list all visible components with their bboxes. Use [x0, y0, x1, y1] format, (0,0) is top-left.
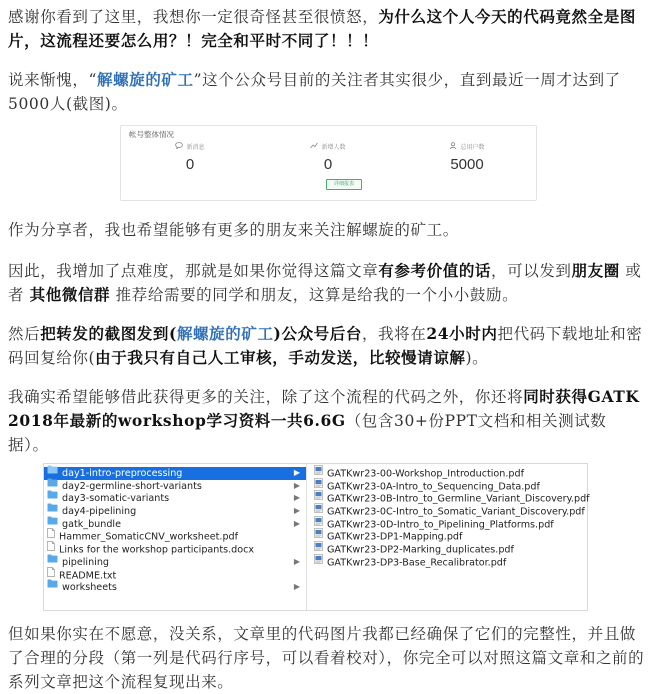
item-label: day4-pipelining	[62, 505, 137, 517]
folder-icon	[47, 478, 58, 492]
pdf-file-item[interactable]	[308, 518, 587, 531]
stat-value: 0	[185, 156, 195, 173]
text: 但如果你实在不愿意，没关系，文章里的代码图片我都已经确保了它们的完整性，并且做了合理的分段（第一列是代码行序号，可以看着校对），你完全可以对照这篇文章和之前的系列文章把这个流程复现出来。	[8, 625, 645, 691]
bold-text: 24小时内	[426, 324, 498, 343]
paragraph-instructions	[8, 322, 646, 370]
item-label: README.txt	[59, 569, 117, 581]
stat-new-users	[259, 142, 397, 173]
item-label: GATKwr23-0B-Intro_to_Germline_Variant_Discovery.pdf	[327, 493, 590, 505]
folder-icon	[47, 554, 58, 568]
trend-line-icon	[310, 142, 318, 153]
folder-icon	[47, 516, 58, 530]
text: 我确实希望能够借此获得更多的关注，除了这个流程的代码之外，你还将	[8, 388, 524, 406]
chevron-right-icon: ▶	[293, 582, 300, 592]
text: 推荐给需要的同学和朋友，这算是给我的一个小小鼓励。	[110, 286, 519, 304]
bold-text: 为什么这个人今天的代码竟然全是图片，这流程还要怎么用？！完全和平时不同了！！！	[8, 7, 636, 50]
text: 然后	[8, 325, 41, 343]
pdf-file-item[interactable]	[308, 492, 590, 505]
folder-item[interactable]	[44, 467, 306, 480]
bold-text: 朋友圈	[571, 261, 620, 280]
text: 感谢你看到了这里，我想你一定很奇怪甚至很愤怒，	[8, 8, 379, 26]
account-name-link[interactable]: 解螺旋的矿工	[176, 324, 274, 343]
folder-icon	[47, 490, 58, 504]
account-stats-card	[120, 125, 537, 201]
pdf-file-item[interactable]	[308, 530, 587, 543]
pdf-file-item[interactable]	[308, 480, 587, 493]
paragraph-share	[8, 259, 646, 307]
folder-item[interactable]	[44, 492, 306, 505]
item-label: day2-germline-short-variants	[62, 480, 202, 492]
folder-icon	[47, 503, 58, 517]
bold-text: 其他微信群	[29, 285, 111, 304]
stat-new-messages	[121, 142, 259, 173]
folder-item[interactable]	[44, 480, 306, 493]
folder-item[interactable]	[44, 505, 306, 518]
text: ”这个公众号目前的关注者其实很少，直到最近一周才达到了5000人(截图)。	[8, 71, 621, 113]
bold-text: 有参考价值的话	[378, 261, 492, 280]
text: 作为分享者，我也希望能够有更多的朋友来关注解螺旋的矿工。	[8, 221, 459, 239]
file-item[interactable]	[44, 569, 306, 582]
item-label: Links for the workshop participants.docx	[59, 544, 255, 556]
folder-column	[44, 467, 306, 594]
chevron-right-icon: ▶	[293, 493, 300, 503]
item-label: GATKwr23-0C-Intro_to_Somatic_Variant_Discovery.pdf	[327, 506, 585, 518]
detail-report-button[interactable]: 详细报表	[326, 179, 362, 190]
account-name-link[interactable]: 解螺旋的矿工	[97, 70, 194, 89]
bold-text: 把转发的截图发到(	[40, 324, 177, 343]
file-column	[308, 467, 590, 569]
paragraph-intro	[8, 5, 646, 53]
text: 把代码下载地址和密码回复给你(	[8, 325, 643, 367]
pdf-file-item[interactable]	[308, 556, 587, 569]
chevron-right-icon: ▶	[293, 468, 300, 477]
pdf-file-item[interactable]	[308, 467, 587, 480]
text: 或者	[8, 262, 642, 304]
chat-bubble-icon	[175, 142, 183, 153]
user-icon	[449, 142, 457, 153]
item-label: worksheets	[62, 582, 117, 594]
item-label: day3-somatic-variants	[62, 493, 170, 505]
item-label: GATKwr23-DP2-Marking_duplicates.pdf	[327, 544, 514, 556]
text: ，我将在	[361, 325, 427, 343]
item-label: day1-intro-preprocessing	[62, 467, 183, 479]
stat-value: 0	[323, 156, 333, 173]
text: （包含30+份PPT文档和相关测试数据）。	[8, 412, 607, 454]
folder-item[interactable]	[44, 518, 306, 531]
paragraph-closing	[8, 622, 646, 694]
column-divider	[306, 464, 307, 610]
folder-item[interactable]	[44, 556, 306, 569]
chevron-right-icon: ▶	[293, 506, 300, 516]
paragraph-hope	[8, 218, 646, 242]
text: ，可以发到	[491, 262, 572, 280]
file-item[interactable]	[44, 543, 306, 556]
file-browser	[43, 463, 588, 611]
bold-text: )公众号后台	[273, 324, 362, 343]
text: )。	[465, 349, 489, 367]
item-label: GATKwr23-0D-Intro_to_Pipelining_Platforms.pdf	[327, 519, 554, 531]
pdf-icon	[314, 554, 323, 569]
item-label: GATKwr23-DP3-Base_Recalibrator.pdf	[327, 557, 507, 569]
pdf-file-item[interactable]	[308, 505, 587, 518]
chevron-right-icon: ▶	[293, 556, 300, 566]
item-label: gatk_bundle	[62, 518, 121, 530]
text: 说来惭愧，“	[8, 71, 98, 89]
item-label: Hammer_SomaticCNV_worksheet.pdf	[59, 531, 239, 543]
paragraph-gatk-materials	[8, 385, 646, 457]
stat-value: 5000	[450, 156, 484, 173]
folder-icon	[47, 579, 58, 593]
paragraph-followers	[8, 68, 646, 116]
bold-text: 由于我只有自己人工审核，手动发送，比较慢请谅解	[95, 348, 466, 367]
item-label: pipelining	[62, 556, 109, 568]
text: 因此，我增加了点难度，那就是如果你觉得这篇文章	[8, 262, 379, 280]
pdf-file-item[interactable]	[308, 543, 587, 556]
stat-label: 新增人数	[321, 144, 346, 151]
bold-text: 同时获得GATK 2018年最新的workshop学习资料一共6.6G	[8, 387, 640, 430]
folder-item[interactable]	[44, 581, 306, 594]
chevron-right-icon: ▶	[293, 480, 300, 490]
stat-label: 总用户数	[460, 144, 485, 151]
item-label: GATKwr23-0A-Intro_to_Sequencing_Data.pdf	[327, 481, 540, 493]
stats-title: 帐号整体情况	[129, 130, 174, 139]
chevron-right-icon: ▶	[293, 518, 300, 528]
file-item[interactable]	[44, 530, 306, 543]
item-label: GATKwr23-DP1-Mapping.pdf	[327, 531, 463, 543]
stat-label: 新消息	[186, 144, 205, 151]
item-label: GATKwr23-00-Workshop_Introduction.pdf	[327, 468, 524, 480]
folder-icon	[47, 465, 58, 479]
stat-total-users	[398, 142, 536, 173]
